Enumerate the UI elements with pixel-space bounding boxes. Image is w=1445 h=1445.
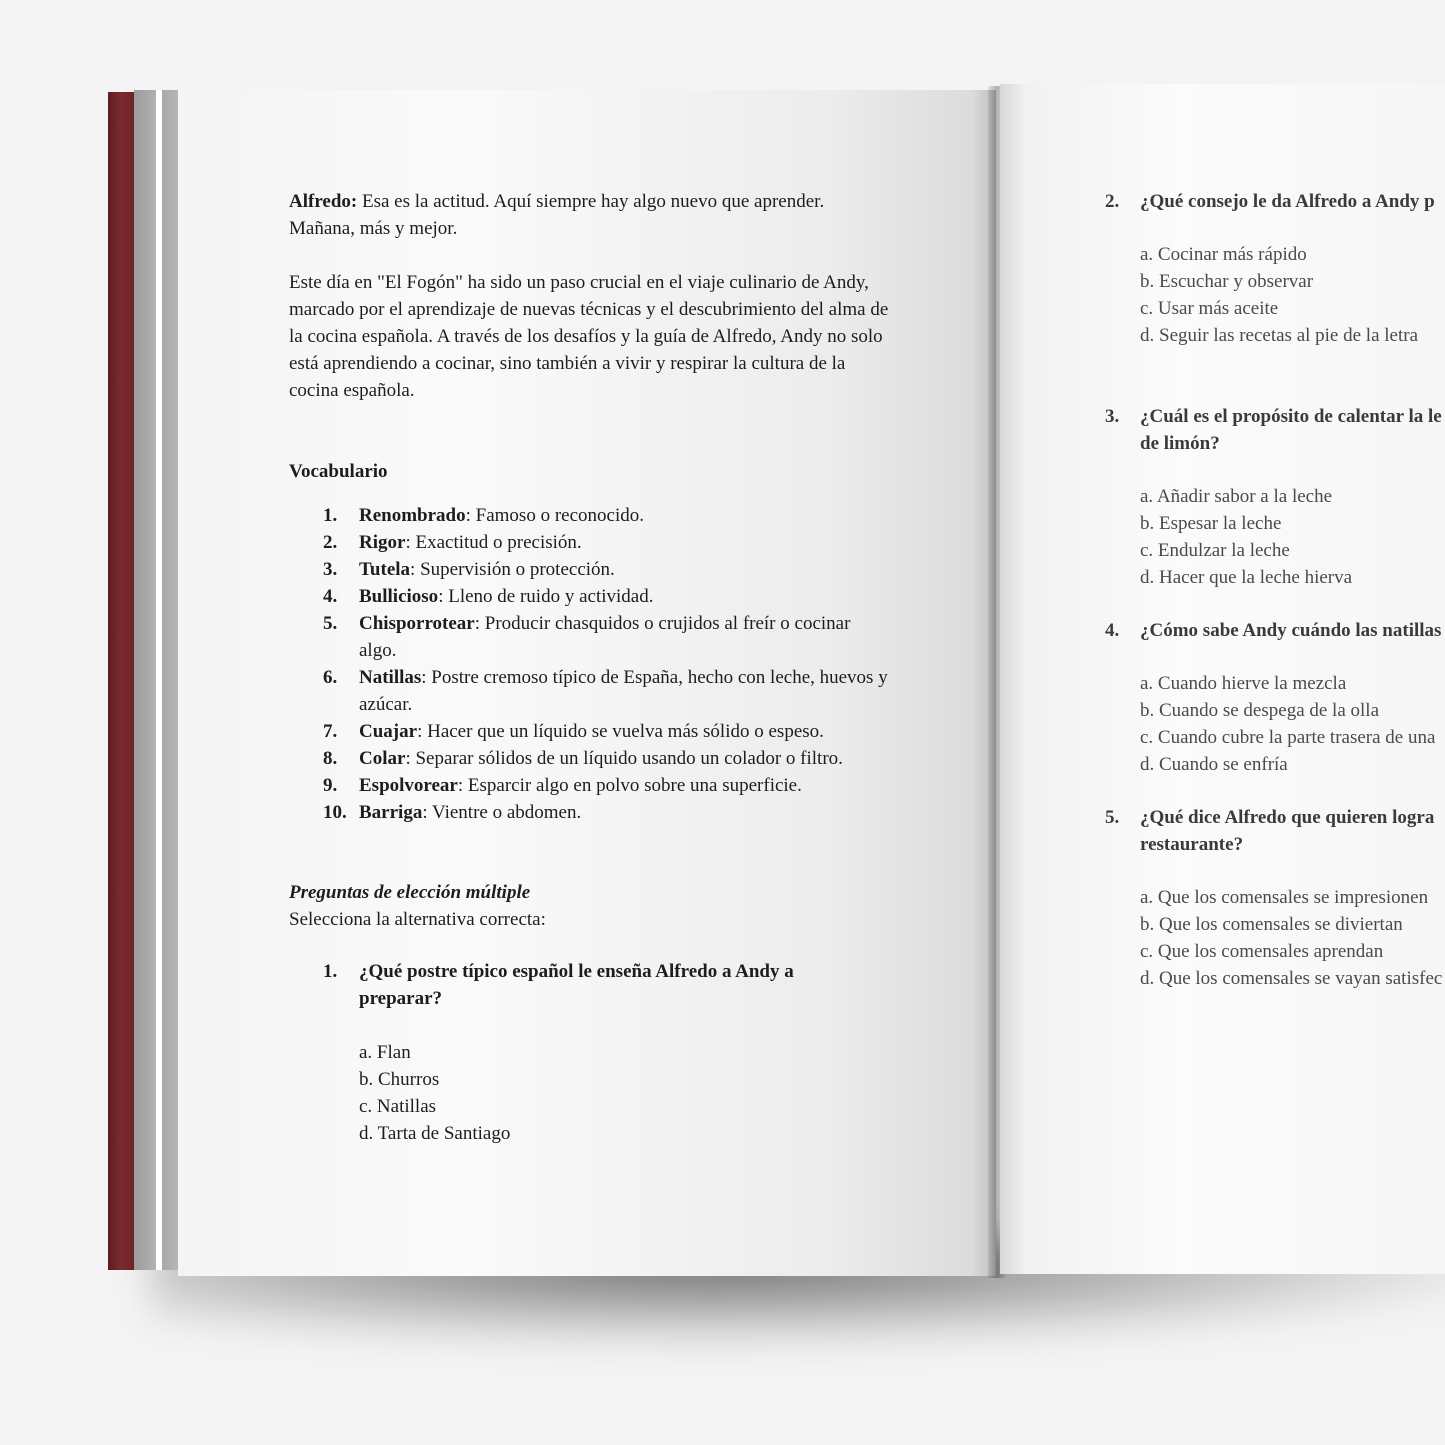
question-text: ¿Cómo sabe Andy cuándo las natillas [1140,620,1442,641]
option-a: a. Añadir sabor a la leche [1140,486,1333,507]
question-number: 4. [1105,620,1120,641]
vocab-term: Natillas [359,667,422,688]
vocab-definition: : Esparcir algo en polvo sobre una superficie. [457,775,802,796]
right-page-content [1105,188,1445,992]
dialogue-line [289,188,889,242]
option-b: b. Cuando se despega de la olla [1140,700,1380,721]
vocab-item [289,772,889,799]
question-5 [1105,804,1445,858]
option-d: d. Cuando se enfría [1140,754,1288,775]
vocab-number: 3. [323,559,338,580]
book-spine [108,92,136,1270]
vocab-item [289,799,889,826]
vocab-number: 7. [323,721,338,742]
vocab-item [289,664,889,718]
vocab-definition: : Exactitud o precisión. [405,532,582,553]
option-c: c. Cuando cubre la parte trasera de una [1140,727,1436,748]
question-text: ¿Qué dice Alfredo que quieren logra [1140,807,1435,828]
question-2 [1105,188,1445,215]
narrative-paragraph: Este día en "El Fogón" ha sido un paso crucial en el viaje culinario de Andy, marcado por el aprendizaje de nuevas técnicas y el descubrimiento del alma de la cocina española. A través de los desafíos y la guía de Alfredo, Andy no solo está aprendiendo a cocinar, sino también a vivir y respirar la cultura de la cocina española. [289,272,889,401]
question-text: ¿Qué postre típico español le enseña Alfredo a Andy a preparar? [359,961,794,1009]
option-c: c. Natillas [359,1096,437,1117]
vocab-number: 4. [323,586,338,607]
vocab-item [289,529,889,556]
question-number: 1. [323,961,338,982]
vocab-term: Colar [359,748,406,769]
vocab-term: Chisporrotear [359,613,475,634]
right-page [1000,84,1445,1274]
vocab-list [289,502,889,826]
question-2-options [1105,241,1445,349]
option-d: d. Que los comensales se vayan satisfec [1140,968,1443,989]
option-d: d. Tarta de Santiago [359,1123,511,1144]
vocab-term: Espolvorear [359,775,458,796]
dialogue-speaker: Alfredo: [289,191,358,212]
question-4 [1105,617,1445,644]
option-b: b. Escuchar y observar [1140,271,1314,292]
vocab-definition: : Hacer que un líquido se vuelva más sólido o espeso. [417,721,824,742]
question-5-options [1105,884,1445,992]
vocab-term: Rigor [359,532,406,553]
vocab-definition: : Producir chasquidos o crujidos al freír o cocinar algo. [359,613,851,661]
question-number: 3. [1105,406,1120,427]
option-c: c. Que los comensales aprendan [1140,941,1384,962]
vocab-definition: : Famoso o reconocido. [465,505,644,526]
vocab-item [289,556,889,583]
vocab-item [289,718,889,745]
option-b: b. Churros [359,1069,440,1090]
vocab-item [289,502,889,529]
question-text-continued: restaurante? [1140,834,1244,855]
option-a: a. Flan [359,1042,411,1063]
question-text: ¿Cuál es el propósito de calentar la le [1140,406,1442,427]
question-text: ¿Qué consejo le da Alfredo a Andy p [1140,191,1435,212]
vocab-definition: : Lleno de ruido y actividad. [438,586,654,607]
vocab-number: 9. [323,775,338,796]
vocab-number: 5. [323,613,338,634]
option-c: c. Usar más aceite [1140,298,1279,319]
option-a: a. Que los comensales se impresionen [1140,887,1429,908]
vocab-definition: : Postre cremoso típico de España, hecho con leche, huevos y azúcar. [359,667,888,715]
page-edges [134,90,180,1270]
vocab-number: 10. [323,802,347,823]
vocab-definition: : Vientre o abdomen. [422,802,582,823]
vocab-term: Renombrado [359,505,466,526]
vocab-definition: : Supervisión o protección. [410,559,615,580]
option-b: b. Que los comensales se diviertan [1140,914,1403,935]
question-number: 2. [1105,191,1120,212]
vocab-item [289,583,889,610]
question-3-options [1105,483,1445,591]
option-a: a. Cocinar más rápido [1140,244,1307,265]
vocab-definition: : Separar sólidos de un líquido usando un colador o filtro. [405,748,843,769]
question-3 [1105,403,1445,457]
vocab-term: Bullicioso [359,586,439,607]
question-text-continued: de limón? [1140,433,1220,454]
vocab-number: 8. [323,748,338,769]
option-d: d. Hacer que la leche hierva [1140,567,1353,588]
question-1 [289,958,829,1012]
question-number: 5. [1105,807,1120,828]
question-1-options [289,1039,889,1147]
vocab-item [289,745,889,772]
multiple-choice-instruction: Selecciona la alternativa correcta: [289,909,546,930]
vocab-item [289,610,889,664]
option-d: d. Seguir las recetas al pie de la letra [1140,325,1419,346]
vocab-term: Barriga [359,802,423,823]
vocab-title: Vocabulario [289,461,388,482]
vocab-term: Cuajar [359,721,418,742]
vocab-term: Tutela [359,559,411,580]
dialogue-text: Esa es la actitud. Aquí siempre hay algo nuevo que aprender. Mañana, más y mejor. [289,191,825,239]
vocab-number: 1. [323,505,338,526]
vocab-number: 2. [323,532,338,553]
left-page-content [289,188,889,1147]
vocab-number: 6. [323,667,338,688]
multiple-choice-title: Preguntas de elección múltiple [289,882,531,903]
question-4-options [1105,670,1445,778]
option-a: a. Cuando hierve la mezcla [1140,673,1347,694]
option-c: c. Endulzar la leche [1140,540,1290,561]
option-b: b. Espesar la leche [1140,513,1282,534]
